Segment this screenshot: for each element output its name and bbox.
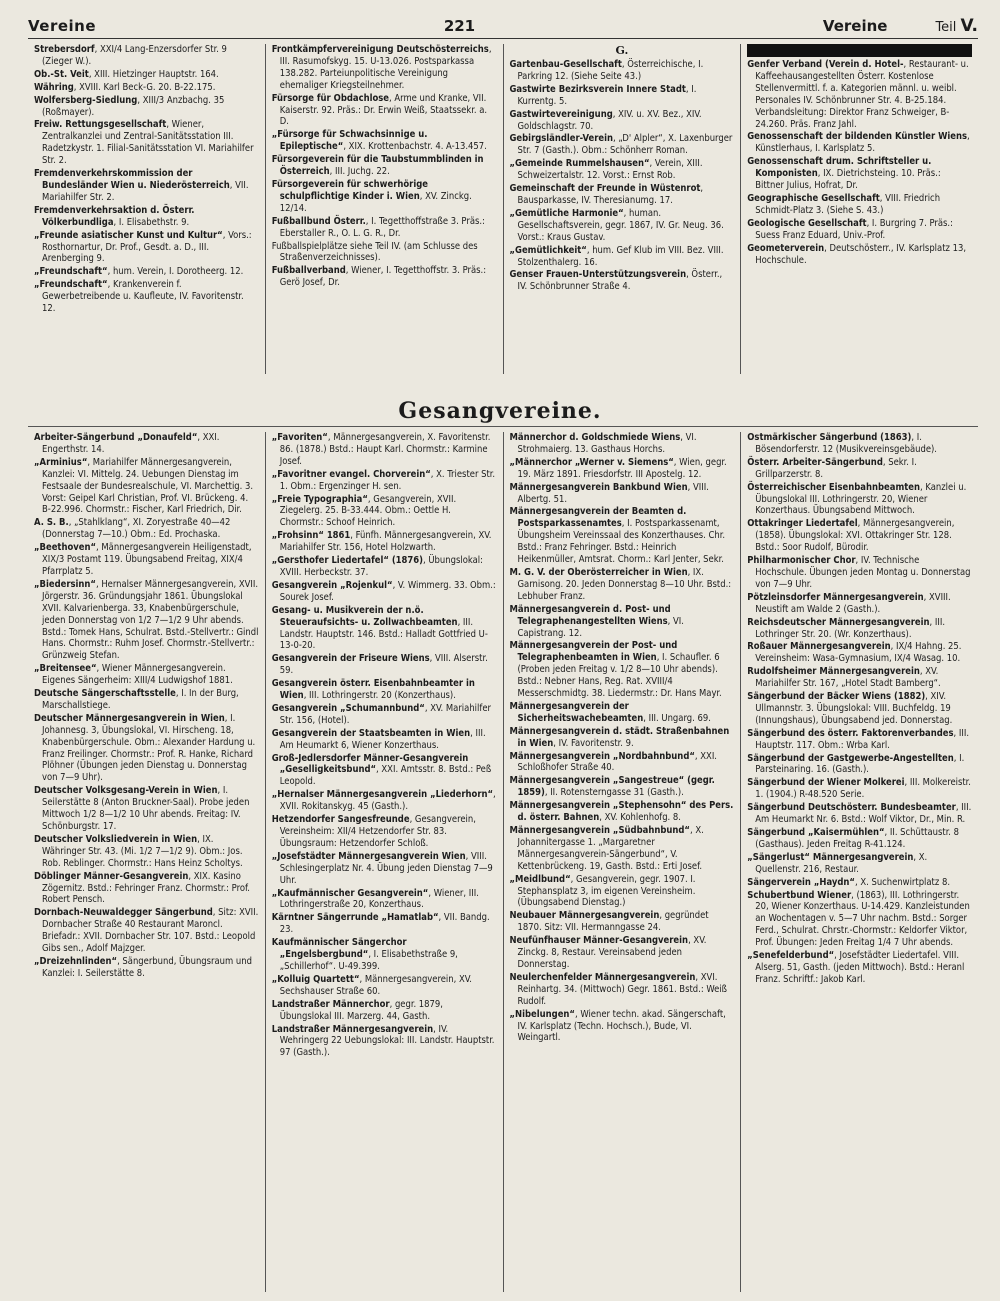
directory-entry: Fürsorge für Obdachlose, Arme und Kranke, VII. Kaiserstr. 92. Präs.: Dr. Erwin Weiß, Staatssekr. a. D.: [271, 92, 488, 128]
directory-entry: Dornbach-Neuwaldegger Sängerbund, Sitz: XVII. Dornbacher Straße 40 Restaurant Maroncl. Briefadr.: XVII. Dornbacher Str. 107. Bstd.: Leopold Gibs sen., Adolf Majzger.: [34, 907, 259, 955]
directory-entry: M. G. V. der Oberösterreicher in Wien, IX. Garnisong. 20. Jeden Donnerstag 8—10 Uhr. Bstd.: Lebhuber Franz.: [509, 566, 732, 602]
directory-entry: „Josefstädter Männergesangverein Wien, VIII. Schlesingerplatz Nr. 4. Übung jeden Dienstag 7—9 Uhr.: [271, 850, 493, 886]
directory-entry: Deutscher Volksliedverein in Wien, IX. Währinger Str. 43. (Mi. 1/2 7—1/2 9). Obm.: Jos. Rob. Reblinger. Chormstr.: Hans Heinz Scholtys.: [34, 833, 243, 869]
directory-entry: „Fürsorge für Schwachsinnige u. Epileptische“, XIX. Krottenbachstr. 4. A-13.457.: [271, 129, 487, 153]
directory-entry: Gebirgsländler-Verein, „D' Alpler“, X. Laxenburger Str. 7 (Gasth.). Obm.: Schönherr Roman.: [509, 133, 733, 157]
directory-entry: „Nibelungen“, Wiener techn. akad. Sängerschaft, IV. Karlsplatz (Techn. Hochsch.), Bude, VI. Weingartl.: [509, 1008, 726, 1044]
directory-entry: Frontkämpfervereinigung Deutschösterreichs, III. Rasumofskyg. 15. U-13.026. Postsparkassa 138.282. Parteiunpolitische Vereinigung ehemaliger Kriegsteilnehmer.: [271, 44, 492, 91]
directory-entry: Genossenschaft der bildenden Künstler Wiens, Künstlerhaus, I. Karlsplatz 5.: [747, 131, 970, 155]
directory-entry: „Frohsinn“ 1861, Fünfh. Männergesangverein, XV. Mariahilfer Str. 156, Hotel Holzwarth.: [271, 530, 492, 554]
part-label-text: Teil: [935, 20, 957, 35]
black-bar: [747, 44, 972, 57]
directory-entry: Genser Frauen-Unterstützungsverein, Österr., IV. Schönbrunner Straße 4.: [509, 269, 723, 293]
directory-entry: Fremdenverkehrskommission der Bundesländer Wien u. Niederösterreich, VII. Mariahilfer Str. 2.: [34, 168, 249, 203]
part-number: V.: [960, 16, 978, 36]
running-header: [28, 14, 978, 39]
directory-entry: „Senefelderbund“, Josefstädter Liedertafel. VIII. Alserg. 51, Gasth. (jeden Mittwoch). Bstd.: Heranl Franz. Schriftf.: Jakob Karl.: [747, 950, 965, 985]
directory-entry: Sängerbund des österr. Faktorenverbandes, III. Hauptstr. 117. Obm.: Wrba Karl.: [747, 727, 969, 751]
directory-entry: Gesangverein der Friseure Wiens, VIII. Alserstr. 59.: [271, 653, 488, 677]
page-number: 221: [443, 17, 476, 35]
directory-entry: Gastwirte Bezirksverein Innere Stadt, I. Kurrentg. 5.: [509, 83, 697, 107]
directory-entry: „Favoritner evangel. Chorverein“, X. Triester Str. 1. Obm.: Ergenzinger H. sen.: [271, 468, 496, 492]
directory-entry: Sängerbund der Gastgewerbe-Angestellten, I. Parsteinaring. 16. (Gasth.).: [747, 752, 965, 776]
directory-entry: Ottakringer Liedertafel, Männergesangverein, (1858). Übungslokal: XVI. Ottakringer Str. 128. Bstd.: Soor Rudolf, Bürodir.: [747, 518, 955, 554]
directory-entry: „Arminius“, Mariahilfer Männergesangverein, Kanzlei: VI. Mittelg. 24. Uebungen Dienstag im Festsaale der Bundesrealschule, VI. Marchettig. 3. Vorst: Geipel Karl Christian, Prof. VI. Brückeng. 4. B-22.996. Chormstr.: Fischer, Karl Friedrich, Dir.: [34, 456, 254, 516]
directory-entry: „Männerchor „Werner v. Siemens“, Wien, gegr. 19. März 1891. Friesdorfstr. III Apostelg. 12.: [509, 456, 727, 480]
directory-entry: Geologische Gesellschaft, I. Burgring 7. Präs.: Suess Franz Eduard, Univ.-Prof.: [747, 217, 953, 241]
header-right-title: Vereine: [822, 17, 888, 35]
directory-entry: Männergesangverein Bankbund Wien, VIII. Albertg. 51.: [509, 481, 709, 505]
directory-entry: Freiw. Rettungsgesellschaft, Wiener, Zentralkanzlei und Zentral-Sanitätsstation III. Radetzkystr. 1. Filial-Sanitätsstation VI. Mariahilfer Str. 2.: [34, 119, 254, 167]
directory-entry: Österr. Arbeiter-Sängerbund, Sekr. I. Grillparzerstr. 8.: [747, 456, 917, 480]
directory-entry: „Freie Typographia“, Gesangverein, XVII. Ziegelerg. 25. B-33.444. Obm.: Oettle H. Chormstr.: Schoof Heinrich.: [271, 493, 457, 529]
part-label: [935, 16, 978, 36]
directory-entry: Männergesangverein „Stephensohn“ des Pers. d. österr. Bahnen, XV. Kohlenhofg. 8.: [509, 800, 734, 824]
directory-entry: Österreichischer Eisenbahnbeamten, Kanzlei u. Übungslokal III. Lothringerstr. 20, Wiener Konzerthaus. Übungsabend Mittwoch.: [747, 481, 967, 517]
directory-entry: „Gemütlichkeit“, hum. Gef Klub im VIII. Bez. VIII. Stolzenthalerg. 16.: [509, 244, 724, 268]
bottom-columns: [28, 432, 978, 1292]
directory-entry: Männergesangverein d. Post- und Telegraphenangestellten Wiens, VI. Capistrang. 12.: [509, 603, 684, 639]
directory-entry: „Freunde asiatischer Kunst und Kultur“, Vors.: Rosthornartur, Dr. Prof., Gesdt. a. D., III. Arenberging 9.: [34, 229, 252, 265]
directory-entry: Gesangverein „Rojenkul“, V. Wimmerg. 33. Obm.: Sourek Josef.: [271, 579, 496, 603]
directory-entry: Kaufmännischer Sängerchor „Engelsbergbund“, I. Elisabethstraße 9, „Schillerhof“. U-49.399.: [271, 937, 458, 972]
directory-entry: Männergesangverein „Südbahnbund“, X. Johannitergasse 1. „Margaretner Männergesangverein-Sängerbund“, V. Kettenbrückeng. 19, Gasth. Bstd.: Erti Josef.: [509, 825, 704, 872]
directory-entry: Pötzleinsdorfer Männergesangverein, XVIII. Neustift am Walde 2 (Gasth.).: [747, 591, 951, 615]
directory-entry: „Kaufmännischer Gesangverein“, Wiener, III. Lothringerstraße 20, Konzerthaus.: [271, 887, 479, 911]
directory-entry: Gesangverein „Schumannbund“, XV. Mariahilfer Str. 156, (Hotel).: [271, 702, 491, 726]
directory-entry: „Freundschaft“, hum. Verein, I. Dorotheerg. 12.: [34, 266, 244, 278]
directory-entry: „Favoriten“, Männergesangverein, X. Favoritenstr. 86. (1878.) Bstd.: Haupt Karl. Chormstr.: Karmine Josef.: [271, 432, 491, 467]
directory-entry: „Meidlbund“, Gesangverein, gegr. 1907. I. Stephansplatz 3, im eigenen Vereinsheim. (Übungsabend Dienstag.): [509, 873, 696, 909]
directory-entry: Deutscher Männergesangverein in Wien, I. Johannesg. 3, Übungslokal, VI. Hirscheng. 18, Knabenbürgerschule. Obm.: Alexander Hardung u. Franz Freilinger. Chormstr.: Prof. R. Hanke, Richard Plöhner (Übungen jeden Dienstag u. Donnerstag von 7—9 Uhr).: [34, 712, 256, 784]
section-divider: [28, 426, 978, 427]
column-heading: G.: [615, 44, 629, 57]
directory-entry: Landstraßer Männerchor, gegr. 1879, Übungslokal III. Marzerg. 44, Gasth.: [271, 998, 443, 1022]
directory-entry: Fußballspielplätze siehe Teil IV. (am Schlusse des Straßenverzeichnisses).: [271, 240, 478, 264]
top-column-1: [28, 44, 266, 374]
bottom-column-3: [504, 432, 742, 1292]
directory-entry: „Beethoven“, Männergesangverein Heiligenstadt, XIX/3 Postamt 119. Übungsabend Freitag, XIX/4 Pfarrplatz 5.: [34, 542, 252, 577]
directory-entry: Reichsdeutscher Männergesangverein, III. Lothringer Str. 20. (Wr. Konzerthaus).: [747, 616, 946, 640]
directory-entry: Ob.-St. Veit, XIII. Hietzinger Hauptstr. 164.: [34, 68, 219, 80]
directory-entry: Geographische Gesellschaft, VIII. Friedrich Schmidt-Platz 3. (Siehe S. 43.): [747, 192, 941, 216]
top-column-3: [504, 44, 742, 374]
directory-entry: „Freundschaft“, Krankenverein f. Gewerbetreibende u. Kaufleute, IV. Favoritenstr. 12.: [34, 279, 244, 315]
directory-entry: Neubauer Männergesangverein, gegründet 1870. Sitz: VII. Hermanngasse 24.: [509, 910, 709, 934]
bottom-column-4: [741, 432, 978, 1292]
directory-entry: Gemeinschaft der Freunde in Wüstenrot, Bausparkasse, IV. Theresianumg. 17.: [509, 183, 704, 206]
directory-entry: „Sängerlust“ Männergesangverein, X. Quellenstr. 216, Restaur.: [747, 851, 928, 875]
directory-entry: Neulerchenfelder Männergesangverein, XVI. Reinhartg. 34. (Mittwoch) Gegr. 1861. Bstd.: Weiß Rudolf.: [509, 971, 727, 1007]
directory-entry: Männergesangverein „Nordbahnbund“, XXI. Schloßhofer Straße 40.: [509, 750, 717, 774]
directory-entry: „Kolluig Quartett“, Männergesangverein, XV. Sechshauser Straße 60.: [271, 973, 472, 997]
directory-entry: „Breitensee“, Wiener Männergesangverein. Eigenes Sängerheim: XIII/4 Ludwigshof 1881.: [34, 663, 233, 687]
directory-entry: „Hernalser Männergesangverein „Liederhorn“, XVII. Rokitanskyg. 45 (Gasth.).: [271, 789, 496, 813]
directory-entry: Philharmonischer Chor, IV. Technische Hochschule. Übungen jeden Montag u. Donnerstag von 7—9 Uhr.: [747, 555, 971, 590]
bottom-column-2: [266, 432, 504, 1292]
directory-entry: Sängerbund der Bäcker Wiens (1882), XIV. Ullmannstr. 3. Übungslokal: VIII. Buchfeldg. 19 (Innungshaus), Übungsabend jed. Donnerstag.: [747, 691, 953, 726]
directory-entry: Männerchor d. Goldschmiede Wiens, VI. Strohmaierg. 13. Gasthaus Horchs.: [509, 432, 697, 455]
directory-entry: „Dreizehnlinden“, Sängerbund, Übungsraum und Kanzlei: I. Seilerstätte 8.: [34, 955, 252, 979]
top-columns: [28, 44, 978, 374]
directory-entry: „Biedersinn“, Hernalser Männergesangverein, XVII. Jörgerstr. 36. Gründungsjahr 1861. Übungslokal XVII. Kalvarienberga. 33, Knabenbürgerschule, jeden Donnerstag von 1/2 7—1/2 9 Uhr abends. Bstd.: Tomek Hans, Schulrat. Bstd.-Stellvertr.: Gindl Hans. Chormstr.: Ruhm Josef. Chormstr.-Stellvertr.: Grünzweig Stefan.: [34, 578, 259, 662]
directory-entry: Fremdenverkehrsaktion d. Österr. Völkerbundliga, I. Elisabethstr. 9.: [34, 204, 195, 228]
directory-entry: Gesangverein der Staatsbeamten in Wien, III. Am Heumarkt 6, Wiener Konzerthaus.: [271, 727, 486, 751]
header-right-group: [823, 16, 978, 36]
top-column-2: [266, 44, 504, 374]
directory-entry: Wolfersberg-Siedlung, XIII/3 Anzbachg. 35 (Roßmayer).: [34, 94, 225, 118]
directory-entry: Fürsorgeverein für schwerhörige schulpflichtige Kinder i. Wien, XV. Zinckg. 12/14.: [271, 178, 472, 214]
directory-entry: Groß-Jedlersdorfer Männer-Gesangverein „Geselligkeitsbund“, XXI. Amtsstr. 8. Bstd.: Peß Leopold.: [271, 752, 492, 788]
directory-entry: Deutsche Sängerschaftsstelle, I. In der Burg, Marschallstiege.: [34, 688, 239, 711]
directory-entry: Hetzendorfer Sangesfreunde, Gesangverein, Vereinsheim: XII/4 Hetzendorfer Str. 83. Übungsraum: Hetzendorfer Schloß.: [271, 814, 476, 849]
directory-entry: Rudolfsheimer Männergesangverein, XV. Mariahilfer Str. 167, „Hotel Stadt Bamberg“.: [747, 666, 941, 690]
directory-entry: Deutscher Volksgesang-Verein in Wien, I. Seilerstätte 8 (Anton Bruckner-Saal). Probe jeden Mittwoch 1/2 8—1/2 10 Uhr abends. Freitag: IV. Schönburgstr. 17.: [34, 785, 250, 832]
directory-entry: Sängerbund Deutschösterr. Bundesbeamter, III. Am Heumarkt Nr. 6. Bstd.: Wolf Viktor, Dr., Min. R.: [747, 802, 972, 826]
directory-entry: Fußballbund Österr., I. Tegetthoffstraße 3. Präs.: Eberstaller R., O. L. G. R., Dr.: [271, 215, 485, 239]
directory-entry: Kärntner Sängerrunde „Hamatlab“, VII. Bandg. 23.: [271, 912, 490, 936]
directory-entry: Neufünfhauser Männer-Gesangverein, XV. Zinckg. 8, Restaur. Vereinsabend jeden Donnerstag.: [509, 935, 707, 970]
directory-entry: Döblinger Männer-Gesangverein, XIX. Kasino Zögernitz. Bstd.: Fehringer Franz. Chormstr.: Prof. Robert Pensch.: [34, 870, 250, 906]
directory-entry: Ostmärkischer Sängerbund (1863), I. Bösendorferstr. 12 (Musikvereinsgebäude).: [747, 432, 937, 455]
header-left-title: Vereine: [28, 17, 97, 35]
directory-entry: Gesang- u. Musikverein der n.ö. Steueraufsichts- u. Zollwachbeamten, III. Landstr. Hauptstr. 146. Bstd.: Halladt Gottfried U-13-0-20.: [271, 604, 488, 652]
directory-entry: Fürsorgeverein für die Taubstummblinden in Österreich, III. Juchg. 22.: [271, 154, 484, 178]
directory-entry: Roßauer Männergesangverein, IX/4 Hahng. 25. Vereinsheim: Wasa-Gymnasium, IX/4 Wasag. 10.: [747, 641, 962, 665]
directory-entry: Männergesangverein d. städt. Straßenbahnen in Wien, IV. Favoritenstr. 9.: [509, 725, 730, 749]
directory-entry: Strebersdorf, XXI/4 Lang-Enzersdorfer Str. 9 (Zieger W.).: [34, 44, 227, 67]
directory-entry: „Gemeinde Rummelshausen“, Verein, XIII. Schweizertalstr. 12. Vorst.: Ernst Rob.: [509, 158, 703, 182]
directory-entry: Landstraßer Männergesangverein, IV. Wehringerg 22 Uebungslokal: III. Landstr. Hauptstr. 97 (Gasth.).: [271, 1023, 495, 1059]
directory-entry: Geometerverein, Deutschösterr., IV. Karlsplatz 13, Hochschule.: [747, 242, 967, 266]
directory-entry: Gastwirtevereinigung, XIV. u. XV. Bez., XIV. Goldschlagstr. 70.: [509, 108, 702, 132]
directory-entry: „Gemütliche Harmonie“, human. Gesellschaftsverein, gegr. 1867, IV. Gr. Neug. 36. Vorst.: Kraus Gustav.: [509, 207, 724, 243]
bottom-column-1: [28, 432, 266, 1292]
directory-entry: Männergesangverein der Beamten d. Postsparkassenamtes, I. Postsparkassenamt, Übungsheim Vereinssaal des Konzerthauses. Chr. Bstd.: Franz Fehringer. Bstd.: Heinrich Heikenmüller, Amtsrat. Chorm.: Karl Jenter, Sekr.: [509, 506, 726, 566]
directory-entry: Genfer Verband (Verein d. Hotel-, Restaurant- u. Kaffeehausangestellten Österr. Kostenlose Stellenvermittl. f. a. Kategorien männl. u. weibl. Personales IV. Schönbrunner Str. 4. B-25.184. Verbandsleitung: Direktor Franz Schweiger, B-24.260. Präs. Franz Jahl.: [747, 59, 969, 130]
directory-entry: Gartenbau-Gesellschaft, Österreichische, I. Parkring 12. (Siehe Seite 43.): [509, 59, 704, 82]
directory-entry: Sängerbund „Kaisermühlen“, II. Schüttaustr. 8 (Gasthaus). Jeden Freitag R-41.124.: [747, 827, 960, 850]
directory-entry: Arbeiter-Sängerbund „Donaufeld“, XXI. Engerthstr. 14.: [34, 432, 220, 455]
directory-entry: Genossenschaft drum. Schriftsteller u. Komponisten, IX. Dietrichsteing. 10. Präs.: Bittner Julius, Hofrat, Dr.: [747, 156, 941, 192]
directory-entry: A. S. B., „Stahlklang“, XI. Zoryestraße 40—42 (Donnerstag 7—10.) Obm.: Ed. Prochaska.: [34, 517, 231, 541]
directory-entry: Männergesangverein „Sangestreue“ (gegr. 1859), II. Rotensterngasse 31 (Gasth.).: [509, 775, 715, 799]
section-title: Gesangvereine.: [398, 398, 602, 424]
directory-entry: Männergesangverein der Post- und Telegraphenbeamten in Wien, I. Schaufler. 6 (Proben jeden Freitag v. 1/2 8—10 Uhr abends). Bstd.: Nebner Hans, Reg. Rat. XVIII/4 Messerschmidtg. 38. Liedermstr.: Dr. Hans Mayr.: [509, 640, 722, 700]
directory-entry: Fußballverband, Wiener, I. Tegetthoffstr. 3. Präs.: Gerö Josef, Dr.: [271, 265, 487, 289]
directory-entry: Schubertbund Wiener, (1863), III. Lothringerstr. 20, Wiener Konzerthaus. U-14.429. Kanzleistunden an Wochentagen v. 5—7 Uhr nachm. Bstd.: Sorger Ferd., Schulrat. Chrstr.-Chormstr.: Keldorfer Viktor, Prof. Übungen: Jeden Freitag 1/4 7 Uhr abends.: [747, 889, 970, 949]
directory-entry: Währing, XVIII. Karl Beck-G. 20. B-22.175.: [34, 81, 216, 93]
directory-entry: Sängerbund der Wiener Molkerei, III. Molkereistr. 1. (1904.) R-48.520 Serie.: [747, 777, 971, 801]
directory-entry: Gesangverein österr. Eisenbahnbeamter in Wien, III. Lothringerstr. 20 (Konzerthaus).: [271, 678, 475, 702]
directory-entry: „Gersthofer Liedertafel“ (1876), Übungslokal: XVIII. Herbeckstr. 37.: [271, 555, 483, 578]
directory-entry: Männergesangverein der Sicherheitswachebeamten, III. Ungarg. 69.: [509, 700, 711, 724]
top-column-4: [741, 44, 978, 374]
directory-entry: Sängerverein „Haydn“, X. Suchenwirtplatz 8.: [747, 876, 951, 888]
